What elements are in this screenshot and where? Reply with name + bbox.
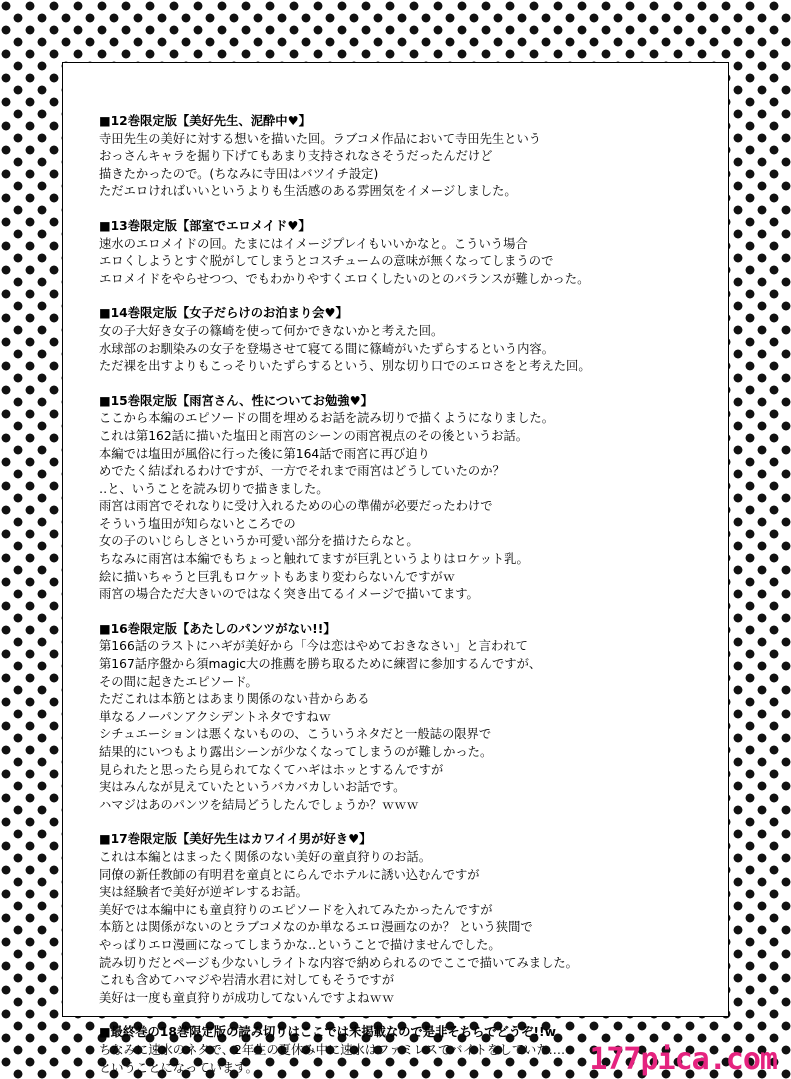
block-line: 雨宮の場合ただ大きいのではなく突き出てるイメージで描いてます。 — [99, 587, 479, 602]
block-line: これも含めてハマジや岩清水君に対してもそうですが — [99, 973, 395, 988]
afterword-block — [99, 393, 704, 604]
block-line: 雨宮は雨宮でそれなりに受け入れるための心の準備が必要だったわけで — [99, 499, 493, 514]
block-line: ‥と、いうことを読み切りで描きました。 — [99, 481, 329, 496]
block-line: 女の子大好き女子の篠崎を使って何かできないかと考えた回。 — [99, 323, 444, 338]
afterword-block — [99, 621, 704, 815]
block-line: 美好では本編中にも童貞狩りのエピソードを入れてみたかったんですが — [99, 902, 493, 917]
block-line: 描きたかったので。(ちなみに寺田はバツイチ設定) — [99, 166, 379, 181]
block-line: 第166話のラストにハギが美好から「今は恋はやめておきなさい」と言われて — [99, 639, 528, 654]
block-heading: ■15巻限定版【雨宮さん、性についてお勉強♥】 — [99, 393, 373, 408]
block-line: ということになっています。 — [99, 1060, 258, 1075]
block-heading: ■17巻限定版【美好先生はカワイイ男が好き♥】 — [99, 832, 372, 847]
block-line: 第167話序盤から須magic大の推薦を勝ち取るために練習に参加するんですが、 — [99, 657, 542, 672]
afterword-block — [99, 218, 704, 288]
block-line: 同僚の新任教師の有明君を童貞とにらんでホテルに誘い込むんですが — [99, 867, 480, 882]
block-line: 実はみんなが見えていたというバカバカしいお話です。 — [99, 780, 406, 795]
block-line: 結果的にいつもより露出シーンが少なくなってしまうのが難しかった。 — [99, 745, 493, 759]
afterword-block — [99, 831, 704, 1007]
afterword-block — [99, 305, 704, 375]
block-line: 女の子のいじらしさというか可愛い部分を描けたらなと。 — [99, 534, 419, 549]
block-line: ちなみに雨宮は本編でもちょっと触れてますが巨乳というよりはロケット乳。 — [99, 552, 529, 567]
block-line: ただ裸を出すよりもこっそりいたずらするという、別な切り口でのエロさをと考えた回。 — [99, 359, 591, 374]
block-line: その間に起きたエピソード。 — [99, 674, 258, 689]
block-line: 実は経験者で美好が逆ギレするお話。 — [99, 885, 308, 900]
block-line: ただエロければいいというよりも生活感のある雰囲気をイメージしました。 — [99, 184, 517, 199]
block-heading: ■16巻限定版【あたしのパンツがない!!】 — [99, 621, 336, 636]
block-line: ただこれは本筋とはあまり関係のない昔からある — [99, 692, 370, 707]
block-line: おっさんキャラを掘り下げてもあまり支持されなさそうだったんだけど — [99, 149, 493, 164]
block-line: 見られたと思ったら見られてなくてハギはホッとするんですが — [99, 762, 444, 777]
block-line: めでたく結ばれるわけですが、一方でそれまで雨宮はどうしていたのか？ — [99, 464, 505, 479]
block-line: これは第162話に描いた塩田と雨宮のシーンの雨宮視点のその後というお話。 — [99, 428, 529, 443]
site-watermark: 177pica.com — [589, 1042, 777, 1077]
block-line: 水球部のお馴染みの女子を登場させて寝てる間に篠崎がいたずらするという内容。 — [99, 341, 554, 356]
block-heading: ■最終巻の18巻限定版の読み切りはここでは未掲載なので是非そちらでどうぞ!!w — [99, 1025, 556, 1040]
block-line: 絵に描いちゃうと巨乳もロケットもあまり変わらないんですがｗ — [99, 569, 455, 584]
block-line: 寺田先生の美好に対する想いを描いた回。ラブコメ作品において寺田先生という — [99, 131, 542, 146]
block-line: ちなみに速水のネタで、2年生の夏休み中に速水はファミレスでバイトをしていた‥‥ — [99, 1042, 566, 1057]
block-heading: ■14巻限定版【女子だらけのお泊まり会♥】 — [99, 306, 348, 321]
block-heading: ■13巻限定版【部室でエロメイド♥】 — [99, 218, 311, 233]
block-line: 読み切りだとページも少ないしライトな内容で納められるのでここで描いてみました。 — [99, 955, 578, 970]
block-line: ここから本編のエピソードの間を埋めるお話を読み切りで描くようになりました。 — [99, 411, 554, 426]
block-line: これは本編とはまったく関係のない美好の童貞狩りのお話。 — [99, 849, 432, 864]
block-line: そういう塩田が知らないところでの — [99, 516, 296, 531]
block-line: エロくしようとすぐ脱がしてしまうとコスチュームの意味が無くなってしまうので — [99, 254, 554, 269]
block-line: 本筋とは関係がないのとラブコメなのか単なるエロ漫画なのか？ という狭間で — [99, 920, 533, 935]
block-line: 単なるノーパンアクシデントネタですねｗ — [99, 709, 331, 724]
block-line: ハマジはあのパンツを結局どうしたんでしょうか？ｗｗｗ — [99, 797, 419, 812]
afterword-block — [99, 113, 704, 201]
block-line: 速水のエロメイドの回。たまにはイメージプレイもいいかなと。こういう場合 — [99, 236, 528, 251]
block-line: エロメイドをやらせつつ、でもわかりやすくエロくしたいのとのバランスが難しかった。 — [99, 271, 590, 286]
block-line: 美好は一度も童貞狩りが成功してないんですよねｗｗ — [99, 990, 395, 1005]
block-line: 本編では塩田が風俗に行った後に第164話で雨宮に再び迫り — [99, 446, 430, 461]
block-line: シチュエーションは悪くないものの、こういうネタだと一般誌の限界で — [99, 727, 492, 742]
block-line: やっぱりエロ漫画になってしまうかな‥ということで描けませんでした。 — [99, 937, 501, 952]
block-heading: ■12巻限定版【美好先生、泥酔中♥】 — [99, 114, 311, 128]
